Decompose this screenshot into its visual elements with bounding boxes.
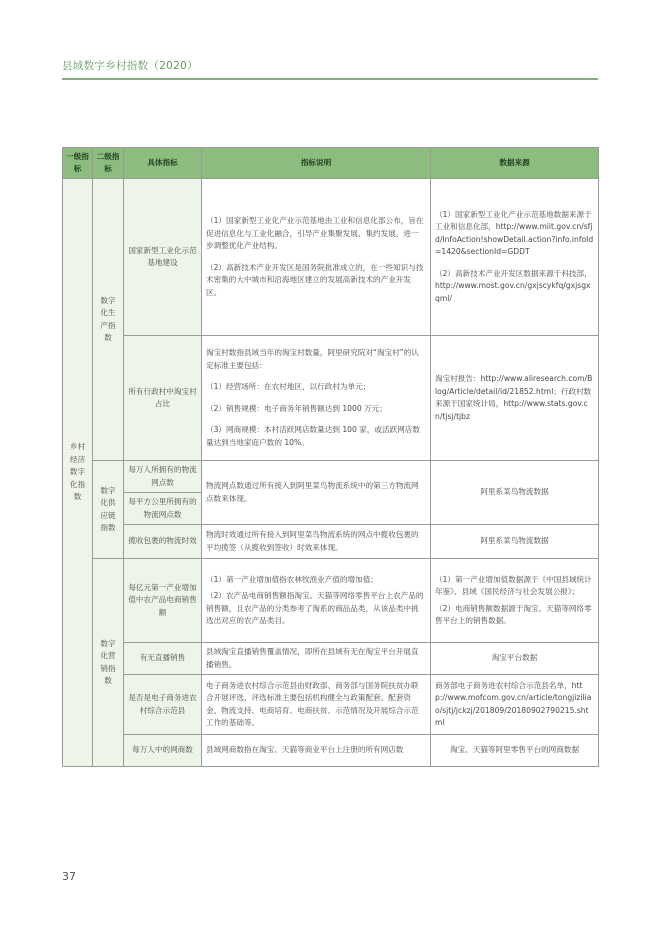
indicator-cell: 有无直播销售 (124, 643, 202, 675)
header-divider (62, 78, 598, 80)
indicator-cell: 国家新型工业化示范基地建设 (124, 179, 202, 336)
source-cell (431, 559, 599, 643)
level1-cell: 乡村经济数字化指数 (63, 179, 93, 767)
col-header-level2: 二级指标 (93, 148, 124, 179)
description-cell: 县域网商数指在淘宝、天猫等商业平台上注册的所有网店数 (202, 735, 431, 767)
source-text: （2）电商销售额数据源于淘宝、天猫等网络零售平台上的销售数据。 (435, 603, 592, 625)
page-number: 37 (62, 870, 76, 883)
table-row (63, 675, 599, 735)
description-text: （2）高新技术产业开发区是国务院批准成立的，在一些知识与技术密集的大中城市和沿海地区建立的发展高新技术的产业开发区。 (206, 262, 424, 297)
table-row (63, 735, 599, 767)
source-cell: 阿里系菜鸟物流数据 (431, 461, 599, 525)
description-text: （2）销售规模：电子商务年销售额达到 1000 万元； (206, 403, 387, 413)
level2-cell-marketing: 数字化营销指数 (93, 559, 124, 767)
description-cell: 电子商务进农村综合示范县由财政部、商务部与国务院扶贫办联合开展评选，评选标准主要包括机构健全与政策配套、配套资金、物流支持、电商培育、电商扶贫、示范情况及开展综合示范工作的基础等。 (202, 675, 431, 735)
source-cell: 淘宝、天猫等阿里零售平台的网商数据 (431, 735, 599, 767)
source-text: （1）国家新型工业化产业示范基地数据来源于工业和信息化部，http://www.miit.gov.cn/sfjd/InfoAction!showDetail.action?info.infoId=1420&sectionId=GDDT (435, 209, 594, 257)
page-header-title: 县域数字乡村指数（2020） (62, 60, 198, 72)
level2-cell-production: 数字化生产指数 (93, 179, 124, 461)
table-row (63, 179, 599, 336)
source-cell: 商务部电子商务进农村综合示范县名单，http://www.mofcom.gov.cn/article/tongjiziliao/sjtj/jckzj/201809/20180902790215.shtml (431, 675, 599, 735)
indicator-cell: 揽收包裹的物流时效 (124, 525, 202, 559)
source-text: （2）高新技术产业开发区数据来源于科技部，http://www.most.gov.cn/gxjscykfq/gxjsgxqml/ (435, 268, 592, 303)
indicator-table (62, 147, 599, 767)
source-cell (431, 336, 599, 461)
description-text: （1）第一产业增加值指农林牧渔业产值的增加值； (206, 574, 378, 584)
indicator-cell: 是否是电子商务进农村综合示范县 (124, 675, 202, 735)
description-cell (202, 559, 431, 643)
description-cell (202, 179, 431, 336)
indicator-cell: 每万人中的网商数 (124, 735, 202, 767)
description-cell: 县域淘宝直播销售覆盖情况，即所在县域有无在淘宝平台开展直播销售。 (202, 643, 431, 675)
indicator-cell: 所有行政村中淘宝村占比 (124, 336, 202, 461)
description-text: （3）网商规模：本村活跃网店数量达到 100 家，或活跃网店数量达到当地家庭户数的 10%。 (206, 425, 420, 447)
table-row (63, 525, 599, 559)
col-header-indicator: 具体指标 (124, 148, 202, 179)
indicator-cell: 每平方公里所拥有的物流网点数 (124, 493, 202, 525)
description-cell: 物流网点数通过所有接入到阿里菜鸟物流系统中的第三方物流网点数来体现。 (202, 461, 431, 525)
col-header-description: 指标说明 (202, 148, 431, 179)
description-cell: 物流时效通过所有接入到阿里菜鸟物流系统的网点中揽收包裹的平均揽签（从揽收到签收）时效来体现。 (202, 525, 431, 559)
source-cell (431, 179, 599, 336)
source-cell: 淘宝平台数据 (431, 643, 599, 675)
table-row (63, 643, 599, 675)
description-cell (202, 336, 431, 461)
table-header-row (63, 148, 599, 179)
description-text: （1）经营场所：在农村地区，以行政村为单元； (206, 382, 371, 391)
description-text: 淘宝村数指县域当年的淘宝村数量，阿里研究院对“淘宝村”的认定标准主要包括： (206, 348, 419, 370)
source-text: （1）第一产业增加值数据源于《中国县域统计年鉴》、县域《国民经济与社会发展公报》； (435, 574, 592, 596)
col-header-level1: 一级指标 (63, 148, 93, 179)
table-row (63, 559, 599, 643)
source-cell: 阿里系菜鸟物流数据 (431, 525, 599, 559)
table-row (63, 461, 599, 493)
source-text: 淘宝村报告：http://www.aliresearch.com/Blog/Article/detail/id/21852.html；行政村数来源于国家统计局，http://www.stats.gov.cn/tjsj/tjbz (435, 374, 593, 421)
indicator-cell: 每万人所拥有的物流网点数 (124, 461, 202, 493)
description-text: （2）农产品电商销售额指淘宝、天猫等网络零售平台上农产品的销售额，且农产品的分类参考了淘系的商品品类，从该品类中挑选出对应的农产品类目。 (206, 591, 424, 625)
indicator-cell: 每亿元第一产业增加值中农产品电商销售额 (124, 559, 202, 643)
level2-cell-supply: 数字化供应链指数 (93, 461, 124, 559)
col-header-source: 数据来源 (431, 148, 599, 179)
table-row (63, 336, 599, 461)
description-text: （1）国家新型工业化产业示范基地由工业和信息化部公布，旨在促进信息化与工业化融合，引导产业集聚发展、集约发展，进一步调整优化产业结构。 (206, 216, 424, 250)
